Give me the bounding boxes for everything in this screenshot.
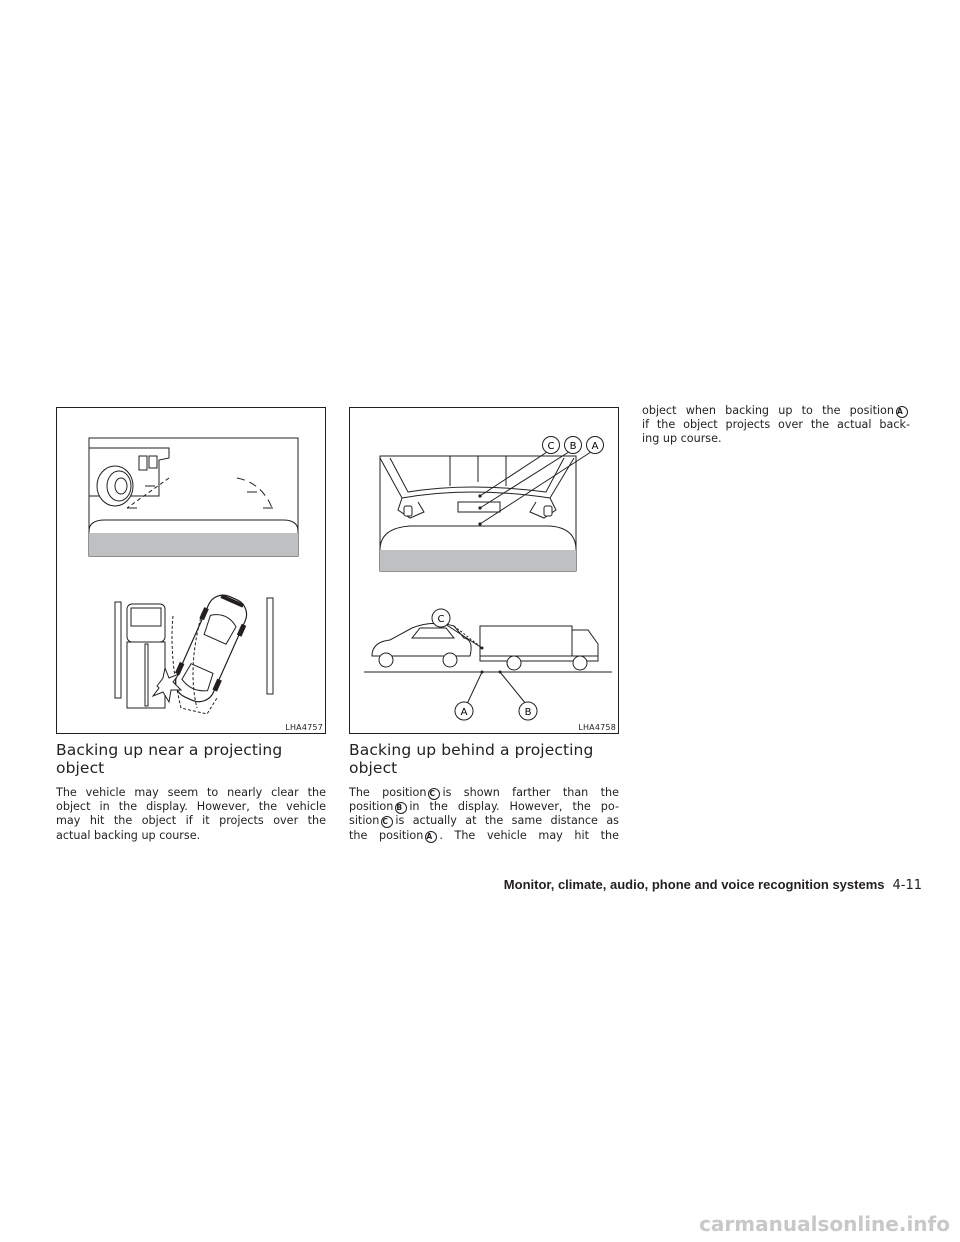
text-line: sition C is actually at the same distance as xyxy=(349,814,619,828)
callout-a-inline: A xyxy=(896,406,908,418)
callout-c-inline: C xyxy=(381,816,393,828)
text-line: The position C is shown farther than the xyxy=(349,786,619,799)
callout-b-inline: B xyxy=(395,802,407,814)
figure-id: LHA4758 xyxy=(578,723,616,732)
text-line: position B in the display. However, the po- xyxy=(349,800,619,814)
callout-c-top: C xyxy=(547,441,555,452)
paragraph-continued xyxy=(642,404,910,447)
text-line: actual backing up course. xyxy=(56,828,201,842)
figure-projecting-object-near xyxy=(56,407,326,734)
paragraph-near-projecting-object xyxy=(56,786,326,843)
heading-behind-projecting-object xyxy=(349,741,593,777)
page-number: 4-11 xyxy=(892,878,922,893)
callout-a-inline: A xyxy=(425,831,437,843)
callout-c-inline: C xyxy=(428,788,440,800)
illustration-top-view xyxy=(57,408,327,735)
callout-b-top: B xyxy=(569,441,577,452)
callout-b-side: B xyxy=(524,707,532,718)
text-line: ing up course. xyxy=(642,432,722,446)
page-footer xyxy=(504,877,922,893)
watermark: carmanualsonline.info xyxy=(699,1212,950,1236)
callout-c-side: C xyxy=(437,614,445,625)
text-line: object when backing up to the position A xyxy=(642,404,910,418)
text-line: may hit the object if it projects over the xyxy=(56,814,326,828)
paragraph-behind-projecting-object xyxy=(349,786,619,843)
heading-line-2: object xyxy=(349,759,398,777)
text-line: if the object projects over the actual back- xyxy=(642,418,910,432)
callout-a-side: A xyxy=(460,707,468,718)
heading-near-projecting-object xyxy=(56,741,282,777)
text-line: the position A . The vehicle may hit the xyxy=(349,828,619,842)
illustration-side-view xyxy=(350,408,620,735)
heading-line-1: Backing up near a projecting xyxy=(56,741,283,759)
figure-projecting-object-behind xyxy=(349,407,619,734)
heading-line-2: object xyxy=(56,759,105,777)
callout-a-top: A xyxy=(591,441,599,452)
footer-chapter-title: Monitor, climate, audio, phone and voice recognition systems xyxy=(503,877,885,892)
heading-line-1: Backing up behind a projecting xyxy=(349,741,594,759)
text-line: object in the display. However, the vehicle xyxy=(56,800,326,814)
figure-id: LHA4757 xyxy=(285,723,323,732)
text-line: The vehicle may seem to nearly clear the xyxy=(56,786,326,799)
